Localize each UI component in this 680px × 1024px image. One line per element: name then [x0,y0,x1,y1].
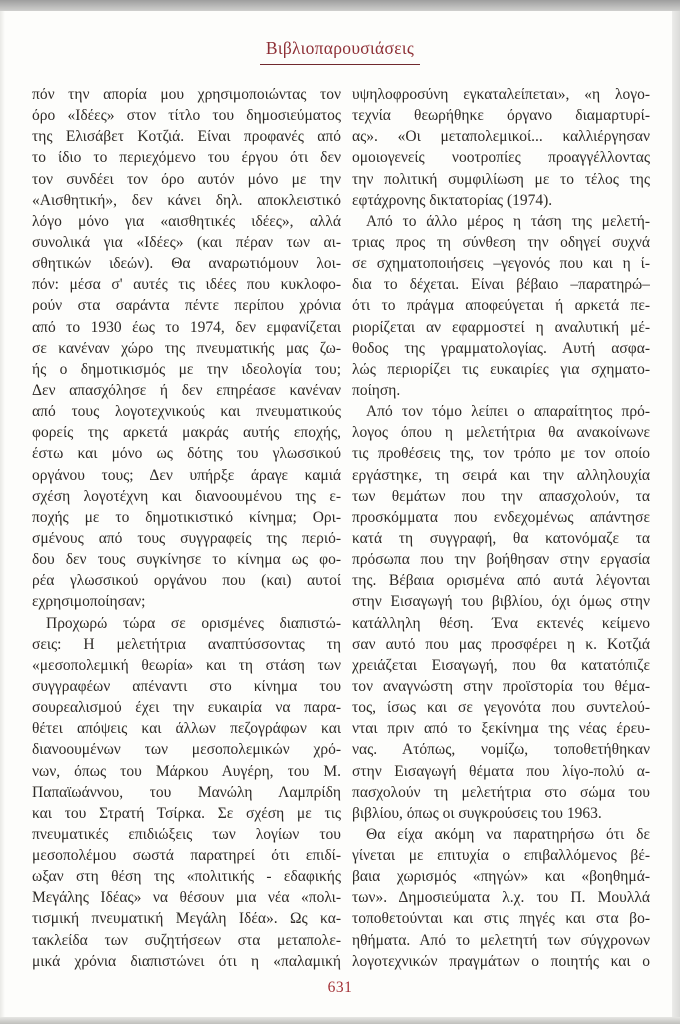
text-line: νται πριν από το ξεκίνημα της νέας έρευ- [352,720,650,738]
text-line: δου δεν τους συγκίνησε το κίνημα ως φο- [32,551,341,569]
scan-edge-left [0,11,5,1017]
text-line: ρούν στα σαράντα πέντε περίπου χρόνια [32,297,341,315]
scan-edge-top [0,0,680,11]
scan-edge-bottom [0,1017,680,1024]
text-line: ηθήματα. Από το μελετητή των σύγχρονων [352,931,650,949]
text-line: μικά χρόνια διαπιστώνει ότι η «παλαμική [32,952,341,970]
text-line: λόγο μόνο για «αισθητικές ιδέες», αλλά [32,212,341,230]
text-line: εργάστηκε, τη σειρά και την αλληλουχία [352,466,650,484]
page-footer [0,979,680,997]
text-line: νων, όπως του Μάρκου Αυγέρη, του Μ. [32,762,341,780]
text-line: εχρησιμοποίησαν; [32,593,146,611]
text-line: σμένους από τους συγγραφείς της περιό- [32,529,341,547]
text-line: Από το άλλο μέρος η τάση της μελετή- [366,212,650,230]
text-line: χρειάζεται Εισαγωγή, που θα κατατόπιζε [352,656,650,674]
text-line: Μεγάλης Ιδέας» να θέσουν μια νέα «πολι- [32,889,341,907]
text-line: σε κανέναν χώρο της πνευματικής μας ζω- [32,339,341,357]
text-line: όρο «Ιδέες» στον τίτλο του δημοσιεύματος [32,107,341,125]
text-line: την πολιτική συμφιλίωση με το τέλος της [352,170,650,188]
text-line: Από τον τόμο λείπει ο απαραίτητος πρό- [366,403,650,421]
text-line: προσκόμματα που ενδεχομένως απάντησε [352,508,650,526]
text-line: σε σχηματοποιήσεις –γεγονός που και η ί- [352,255,650,273]
text-line: φορείς της αρκετά μακράς αυτής εποχής, [32,424,341,442]
text-line: βαια χωρισμός «πηγών» και «βοηθημά- [352,868,650,886]
text-line: εφτάχρονης δικτατορίας (1974). [352,191,553,209]
text-line: λώς περιορίζει τις ευκαιρίες για σχηματο- [352,360,650,378]
text-line: τον συνδέει τον όρο αυτόν μόνο με την [32,170,341,188]
text-line: σχέση λογοτέχνη και διανοουμένου της ε- [32,487,341,505]
text-line: λογος όπου η μελετήτρια θα ανακοίνωνε [352,424,650,442]
text-line: μεσοπολέμου σωστά παρατηρεί ότι επιδί- [32,847,341,865]
text-line: τοποθετούνται και στις πηγές και στα βο- [352,910,650,928]
text-line: Δεν απασχόλησε ή δεν επηρέασε κανέναν [32,381,341,399]
text-line: και του Στρατή Τσίρκα. Σε σχέση με τις [32,804,341,822]
text-line: ποίηση. [352,381,401,399]
text-line: πνευματικές επιδιώξεις των λογίων του [32,825,341,843]
text-line: Παπαϊωάννου, του Μανώλη Λαμπρίδη [32,783,341,801]
text-line: ότι το πράγμα αποφεύγεται ή αρκετά πε- [352,297,650,315]
page-header-title: Βιβλιοπαρουσιάσεις [260,38,420,65]
text-line: λογοτεχνικών πραγμάτων ο ποιητής και ο [352,952,650,970]
text-line: Προχωρώ τώρα σε ορισμένες διαπιστώ- [46,614,341,632]
text-line: ωξαν στη θέση της «πολιτικής - εδαφικής [32,868,341,886]
page-number: 631 [327,979,353,996]
text-line: έστω και μόνο ως δότης του γλωσσικού [32,445,341,463]
text-line: από τους λογοτεχνικούς και πνευματικούς [32,403,341,421]
text-line: γίνεται με επιτυχία ο επιβαλλόμενος βέ- [352,847,650,865]
text-line: τον αναγνώστη στην προϊστορία του θέμα- [352,677,650,695]
text-line: από το 1930 έως το 1974, δεν εμφανίζεται [32,318,341,336]
text-line: σουρεαλισμού έχει την ευκαιρία να παρα- [32,699,341,717]
text-line: δια το δέχεται. Είναι βέβαιο –παρατηρώ– [352,276,650,294]
text-line: της. Βέβαια ορισμένα από αυτά λέγονται [352,572,650,590]
text-line: σθητικών ιδεών). Θα αναρωτιόμουν λοι- [32,255,341,273]
text-line: τισμική πνευματική Μεγάλη Ιδέα». Ως κα- [32,910,341,928]
text-line: ρέα γλωσσικού οργάνου που (και) αυτοί [32,572,341,590]
text-line: ής ο δημοτικισμός με την ιδεολογία του; [32,360,341,378]
text-line: νας. Ατόπως, νομίζω, τοποθετήθηκαν [352,741,650,759]
text-column-right [352,84,650,972]
text-line: «Αισθητική», δεν κάνει δηλ. αποκλειστικό [32,191,341,209]
text-line: σαν αυτό που μας προσφέρει η κ. Κοτζιά [352,635,650,653]
text-line: τις προθέσεις της, τον τρόπο με τον οποίο [352,445,650,463]
text-line: συνολικά για «Ιδέες» (και πέραν των αι- [32,233,341,251]
text-line: ριορίζεται αν εφαρμοστεί η αναλυτική μέ- [352,318,650,336]
text-line: διανοουμένων των μεσοπολεμικών χρό- [32,741,341,759]
text-line: πασχολούν τη μελετήτρια στο σώμα του [352,783,650,801]
text-line: συγγραφέων απέναντι στο κίνημα του [32,677,341,695]
text-line: πρόσωπα που την βοήθησαν στην εργασία [352,551,650,569]
scan-edge-right [672,11,680,1018]
text-line: ποχής με το δημοτικιστικό κίνημα; Ορι- [32,508,341,526]
text-body [32,84,650,972]
text-line: των θεμάτων που την απασχολούν, τα [352,487,650,505]
text-line: τος, ίσως και σε γεγονότα που συντελού- [352,699,650,717]
text-line: το ίδιο το περιεχόμενο του έργου ότι δεν [32,149,341,167]
text-line: στην Εισαγωγή θέματα που λίγο-πολύ α- [352,762,650,780]
text-line: πόν την απορία μου χρησιμοποιώντας τον [32,86,341,103]
text-line: ομοιογενείς νοοτροπίες προαγγέλλοντας [352,149,650,167]
text-line: πόν: μέσα σ' αυτές τις ιδέες που κυκλοφο- [32,276,341,294]
text-line: της Ελισάβετ Κοτζιά. Είναι προφανές από [32,128,341,146]
text-line: κατά τη συγγραφή, θα κατονόμαζε τα [352,529,650,547]
text-line: των». Δημοσιεύματα λ.χ. του Π. Μουλλά [352,889,650,907]
text-line: θοδος της γραμματολογίας. Αυτή ασφα- [352,339,650,357]
text-line: τεχνία θεωρήθηκε όργανο διαμαρτυρί- [352,107,650,125]
text-line: σεις: Η μελετήτρια αναπτύσσοντας τη [32,635,341,653]
text-line: τριας προς τη σύνθεση την οδηγεί συχνά [352,233,650,251]
text-line: οργάνου τους; Δεν υπήρξε άραγε καμιά [32,466,341,484]
text-line: υψηλοφροσύνη εγκαταλείπεται», «η λογο- [352,86,650,103]
text-line: Θα είχα ακόμη να παρατηρήσω ότι δε [366,825,650,843]
text-line: θέτει απόψεις και άλλων πεζογράφων και [32,720,341,738]
text-line: τακλείδα των συζητήσεων στα μεταπολε- [32,931,341,949]
text-line: στην Εισαγωγή του βιβλίου, όχι όμως στην [352,593,650,611]
page-header [0,38,680,65]
text-line: κατάλληλη θέση. Ένα εκτενές κείμενο [352,614,650,632]
text-line: βιβλίου, όπως οι συγκρούσεις του 1963. [352,804,602,822]
text-line: ας». «Οι μεταπολεμικοί... καλλιέργησαν [352,128,650,146]
text-column-left [32,84,341,972]
text-line: «μεσοπολεμική θεωρία» και τη στάση των [32,656,341,674]
